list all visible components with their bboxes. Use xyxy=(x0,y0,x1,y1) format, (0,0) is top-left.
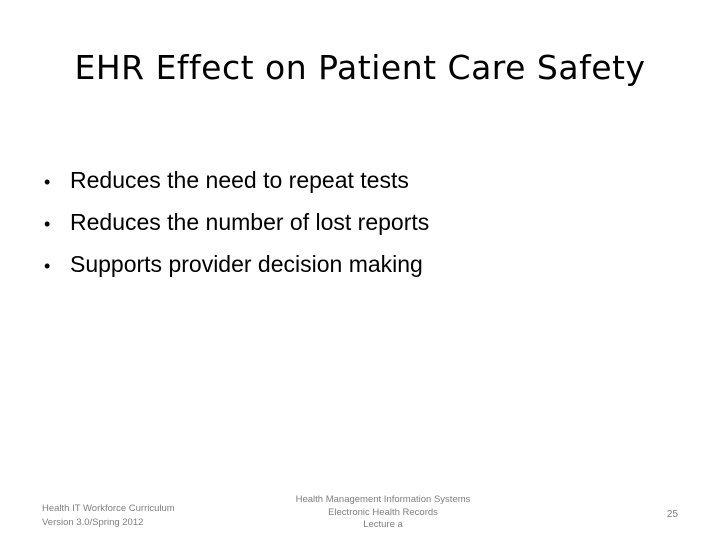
footer-course-info xyxy=(270,494,496,532)
bullet-item xyxy=(44,160,429,202)
page-number: 25 xyxy=(666,509,678,520)
footer-curriculum xyxy=(42,502,175,530)
footer-course-line: Health Management Information Systems xyxy=(295,494,471,505)
bullet-item xyxy=(44,202,429,244)
bullet-item xyxy=(44,244,429,286)
footer-curriculum-line: Health IT Workforce Curriculum xyxy=(42,503,175,514)
bullet-text: Reduces the need to repeat tests xyxy=(70,167,409,193)
footer-version-line: Version 3.0/Spring 2012 xyxy=(42,517,144,528)
bullet-text: Supports provider decision making xyxy=(70,251,423,277)
bullet-list xyxy=(44,160,429,286)
footer-component-line: Electronic Health Records xyxy=(328,506,438,518)
bullet-text: Reduces the number of lost reports xyxy=(70,209,430,235)
bullet-marker: • xyxy=(44,172,51,192)
slide-title: EHR Effect on Patient Care Safety xyxy=(74,48,646,87)
bullet-marker: • xyxy=(44,214,51,234)
bullet-marker: • xyxy=(44,256,51,276)
footer-lecture-line: Lecture a xyxy=(363,519,403,530)
